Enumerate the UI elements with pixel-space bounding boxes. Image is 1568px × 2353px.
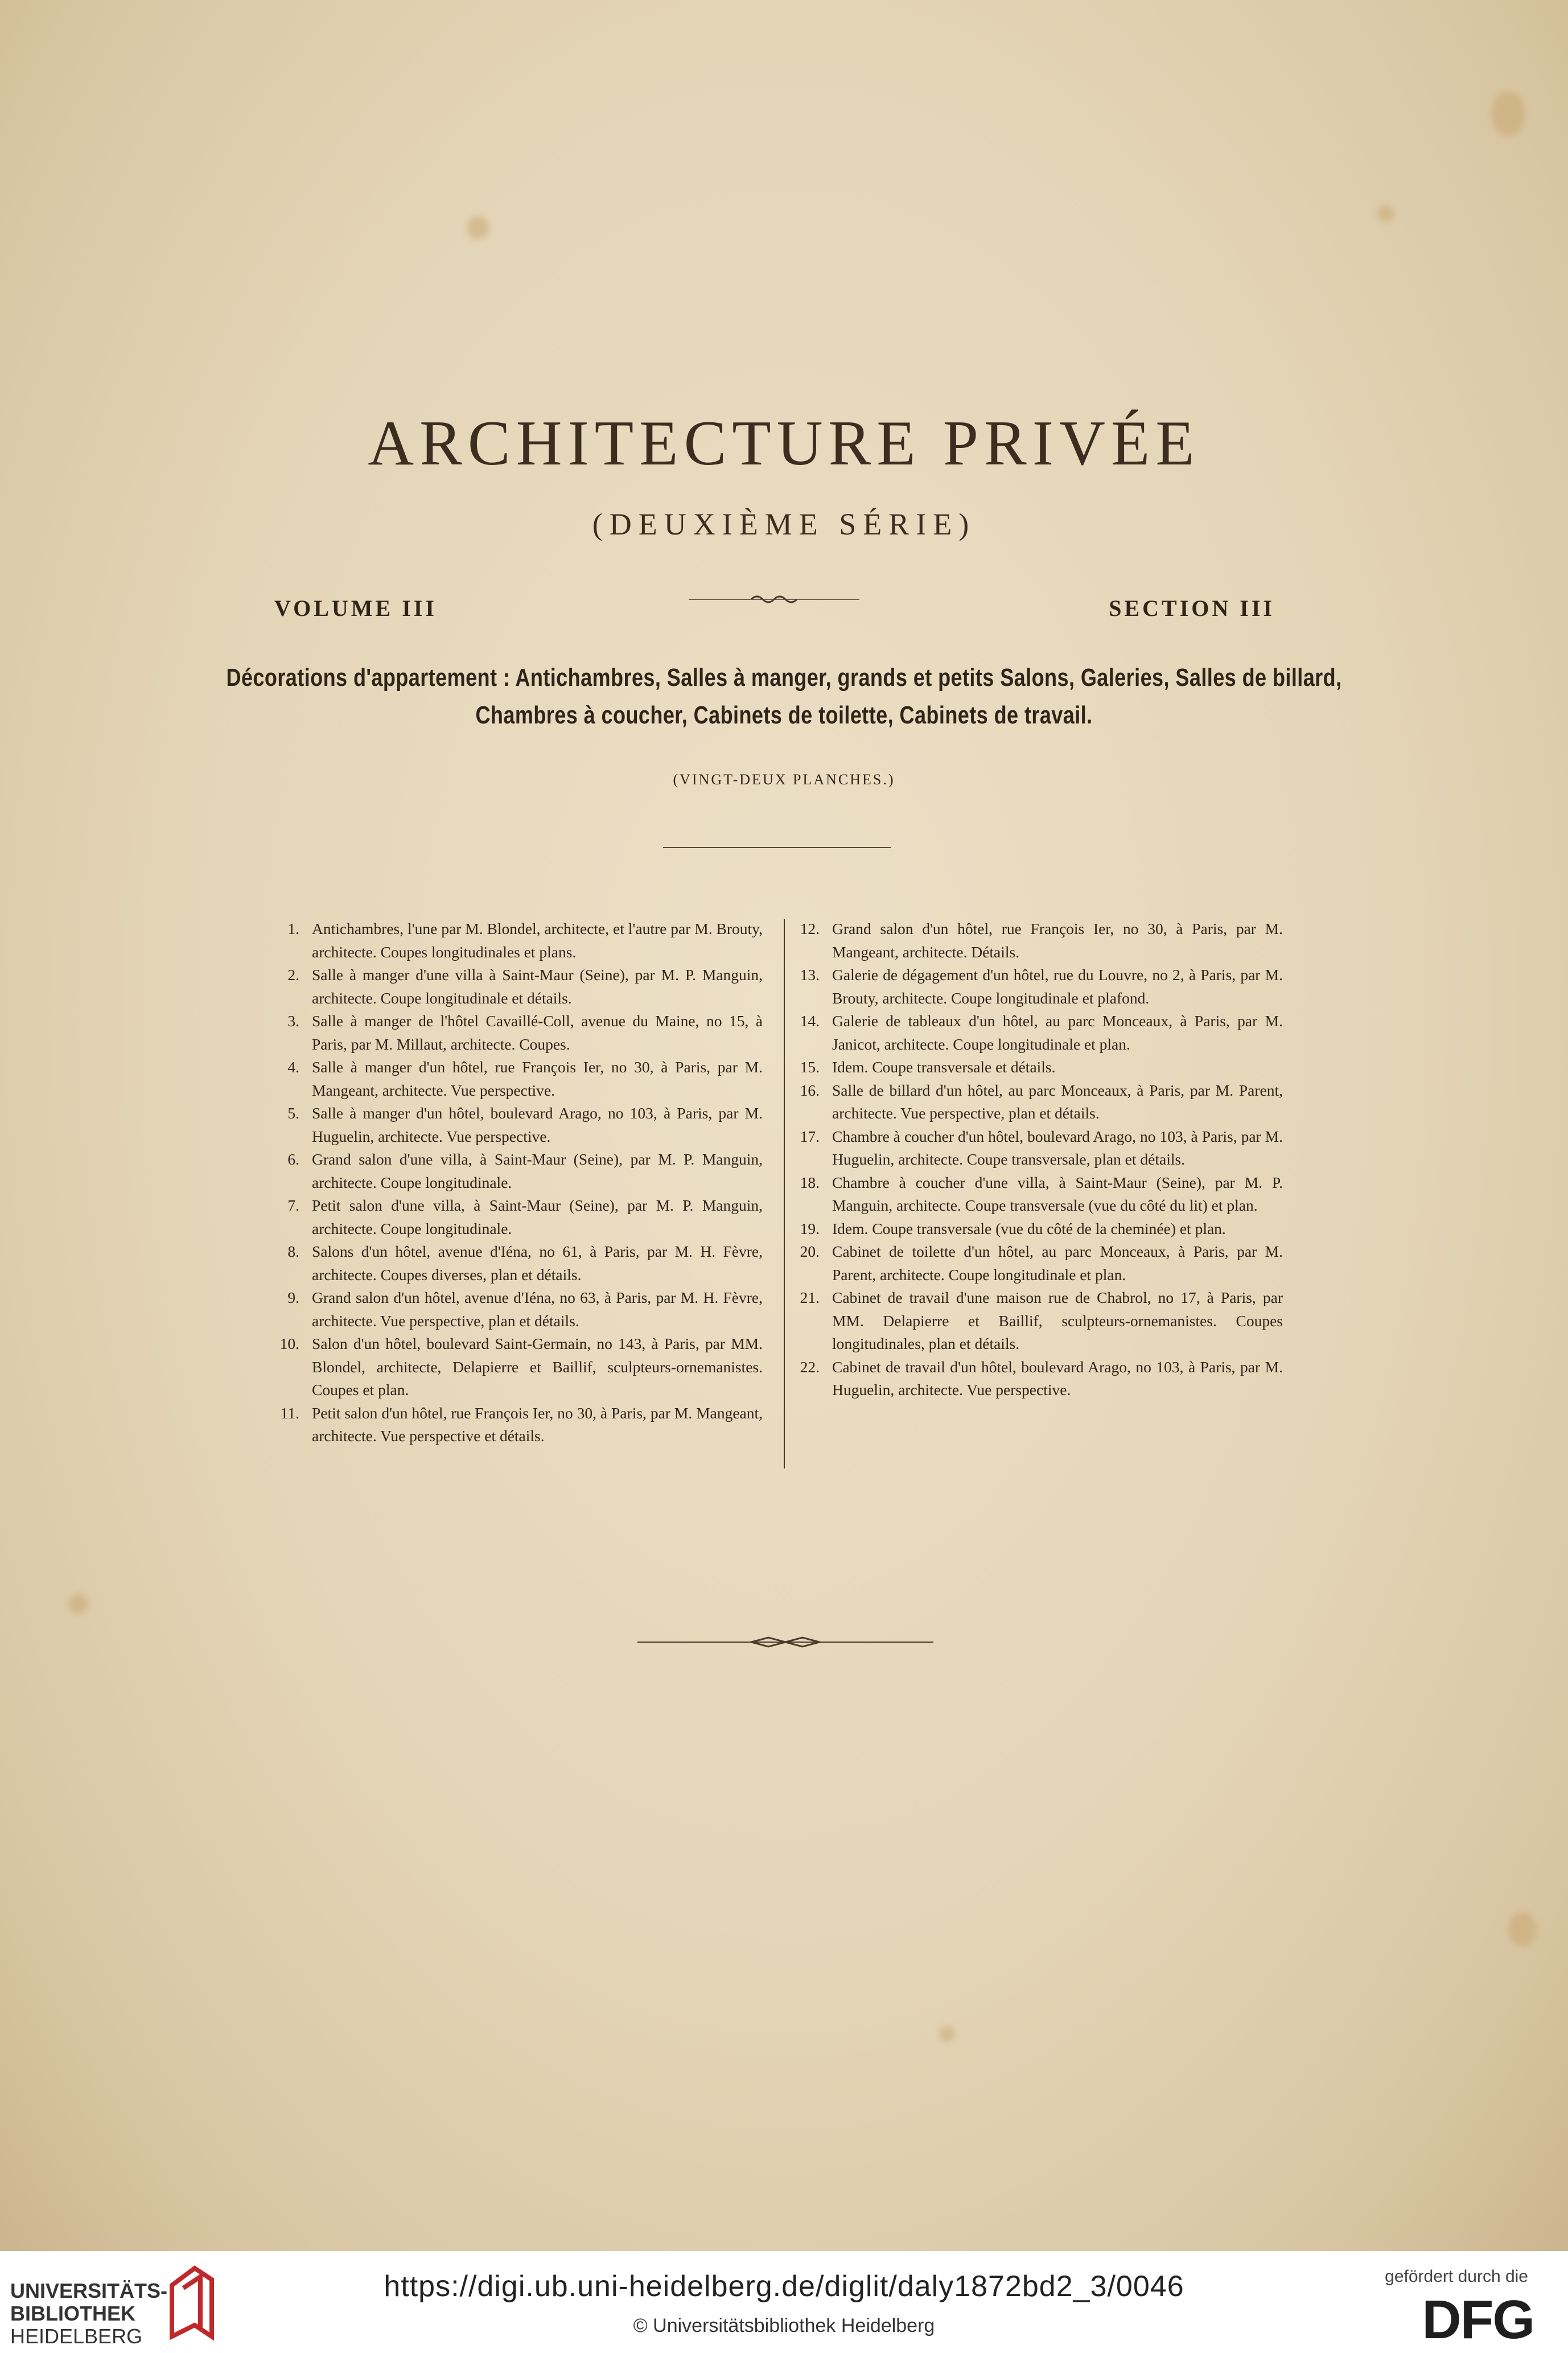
plate-description: Salle à manger d'un hôtel, rue François Ier, no 30, à Paris, par M. Mangeant, architecte. Vue perspective. <box>312 1058 763 1099</box>
plate-entry <box>792 1217 1283 1241</box>
plate-number: 20. <box>800 1243 820 1260</box>
plate-entry <box>792 1286 1283 1356</box>
plate-entry <box>272 964 763 1010</box>
dfg-logo: DFG <box>1422 2289 1534 2350</box>
plate-description: Salle à manger d'une villa à Saint-Maur (Seine), par M. P. Manguin, architecte. Coupe longitudinale et détails. <box>312 966 763 1007</box>
description-line-2: Chambres à coucher, Cabinets de toilette, Cabinets de travail. <box>475 701 1093 729</box>
library-line-1: UNIVERSITÄTS- <box>10 2279 168 2302</box>
plate-description: Cabinet de toilette d'un hôtel, au parc Monceaux, à Paris, par M. Parent, architecte. Coupe longitudinale et plan. <box>832 1243 1283 1284</box>
plate-entry <box>792 1171 1283 1217</box>
plate-number: 1. <box>287 920 299 937</box>
plate-entry <box>272 1056 763 1102</box>
plate-description: Salle à manger d'un hôtel, boulevard Arago, no 103, à Paris, par M. Huguelin, architecte. Vue perspective. <box>312 1104 763 1145</box>
plate-number: 8. <box>287 1243 299 1260</box>
plate-entry <box>792 1010 1283 1056</box>
plate-number: 19. <box>800 1219 820 1237</box>
plate-description: Petit salon d'une villa, à Saint-Maur (Seine), par M. P. Manguin, architecte. Coupe longitudinale. <box>312 1196 763 1237</box>
plate-entry <box>272 1240 763 1286</box>
plate-number: 14. <box>800 1012 820 1030</box>
plate-description: Grand salon d'un hôtel, avenue d'Iéna, no 63, à Paris, par M. H. Fèvre, architecte. Vue perspective, plan et détails. <box>312 1289 763 1330</box>
ornament-divider-bottom <box>637 1634 933 1651</box>
document-url[interactable]: https://digi.ub.uni-heidelberg.de/diglit/daly1872bd2_3/0046 <box>384 2270 1184 2303</box>
copyright-notice: © Universitätsbibliothek Heidelberg <box>633 2315 935 2336</box>
plate-number: 18. <box>800 1173 820 1191</box>
plate-description: Idem. Coupe transversale et détails. <box>832 1058 1056 1076</box>
plate-entry <box>792 964 1283 1010</box>
plates-list-right <box>792 918 1283 1402</box>
plate-entry <box>272 1148 763 1194</box>
plate-description: Petit salon d'un hôtel, rue François Ier, no 30, à Paris, par M. Mangeant, architecte. Vue perspective et détails. <box>312 1404 763 1445</box>
plate-number: 15. <box>800 1058 820 1076</box>
plate-number: 17. <box>800 1127 820 1145</box>
plate-number: 12. <box>800 920 820 937</box>
plates-list-left <box>272 918 763 1448</box>
plate-number: 5. <box>287 1104 299 1122</box>
description-line-1: Décorations d'appartement : Antichambres, Salles à manger, grands et petits Salons, Galeries, Salles de billard, <box>226 664 1342 692</box>
ornament-divider-top <box>689 591 859 608</box>
plate-entry <box>272 1286 763 1332</box>
plate-description: Grand salon d'une villa, à Saint-Maur (Seine), par M. P. Manguin, architecte. Coupe longitudinale. <box>312 1150 763 1191</box>
funding-label: gefördert durch die <box>1385 2267 1528 2286</box>
plate-entry <box>272 1402 763 1448</box>
plate-description: Idem. Coupe transversale (vue du côté de la cheminée) et plan. <box>832 1219 1226 1237</box>
plate-entry <box>272 918 763 964</box>
plate-entry <box>272 1194 763 1240</box>
plate-description: Chambre à coucher d'une villa, à Saint-Maur (Seine), par M. P. Manguin, architecte. Coupe transversale (vue du côté du lit) et plan. <box>832 1173 1283 1214</box>
plate-number: 9. <box>287 1289 299 1306</box>
plate-number: 6. <box>287 1150 299 1168</box>
plate-entry <box>792 1240 1283 1286</box>
plate-number: 2. <box>287 966 299 984</box>
plate-number: 21. <box>800 1289 820 1306</box>
plate-number: 11. <box>280 1404 299 1422</box>
page-subtitle: (DEUXIÈME SÉRIE) <box>592 507 976 541</box>
plate-number: 16. <box>800 1081 820 1099</box>
plate-entry <box>792 1079 1283 1125</box>
plate-description: Salle de billard d'un hôtel, au parc Monceaux, à Paris, par M. Parent, architecte. Vue perspective, plan et détails. <box>832 1081 1283 1122</box>
plate-number: 10. <box>279 1335 299 1352</box>
plate-entry <box>272 1102 763 1148</box>
library-line-2: BIBLIOTHEK <box>10 2302 135 2325</box>
section-label: SECTION III <box>1109 595 1275 621</box>
library-line-3: HEIDELBERG <box>10 2325 143 2348</box>
plate-number: 3. <box>287 1012 299 1030</box>
plate-entry <box>272 1010 763 1056</box>
plate-entry <box>792 1125 1283 1171</box>
page-title: ARCHITECTURE PRIVÉE <box>368 408 1200 479</box>
horizontal-rule <box>663 847 891 848</box>
plate-description: Salon d'un hôtel, boulevard Saint-Germain, no 143, à Paris, par MM. Blondel, architecte, Delapierre et Baillif, sculpteurs-ornemanistes. Coupes et plan. <box>312 1335 763 1398</box>
plate-entry <box>792 918 1283 964</box>
plate-description: Cabinet de travail d'une maison rue de Chabrol, no 17, à Paris, par MM. Delapierre et Baillif, sculpteurs-ornemanistes. Coupes longitudinales, plan et détails. <box>832 1289 1283 1352</box>
plate-description: Antichambres, l'une par M. Blondel, architecte, et l'autre par M. Brouty, architecte. Coupes longitudinales et plans. <box>312 920 763 961</box>
plate-description: Salons d'un hôtel, avenue d'Iéna, no 61, à Paris, par M. H. Fèvre, architecte. Coupes diverses, plan et détails. <box>312 1243 763 1284</box>
plate-number: 13. <box>800 966 820 984</box>
plate-entry <box>792 1056 1283 1079</box>
plate-number: 7. <box>287 1196 299 1214</box>
plate-description: Grand salon d'un hôtel, rue François Ier, no 30, à Paris, par M. Mangeant, architecte. Détails. <box>832 920 1283 961</box>
plate-number: 22. <box>800 1358 820 1376</box>
plate-description: Galerie de dégagement d'un hôtel, rue du Louvre, no 2, à Paris, par M. Brouty, architecte. Coupe longitudinale et plafond. <box>832 966 1283 1007</box>
section-description <box>141 659 1427 734</box>
plate-description: Galerie de tableaux d'un hôtel, au parc Monceaux, à Paris, par M. Janicot, architecte. Coupe longitudinale et plan. <box>832 1012 1283 1053</box>
plate-description: Chambre à coucher d'un hôtel, boulevard Arago, no 103, à Paris, par M. Huguelin, architecte. Coupe transversale, plan et détails. <box>832 1127 1283 1168</box>
plate-count: (VINGT-DEUX PLANCHES.) <box>673 771 895 788</box>
plate-entry <box>792 1356 1283 1402</box>
footer-bar <box>0 2251 1568 2353</box>
plate-number: 4. <box>287 1058 299 1076</box>
volume-label: VOLUME III <box>274 595 437 621</box>
plate-description: Salle à manger de l'hôtel Cavaillé-Coll, avenue du Maine, no 15, à Paris, par M. Millaut, architecte. Coupes. <box>312 1012 763 1053</box>
plate-entry <box>272 1332 763 1402</box>
plate-description: Cabinet de travail d'un hôtel, boulevard Arago, no 103, à Paris, par M. Huguelin, architecte. Vue perspective. <box>832 1358 1283 1398</box>
column-divider <box>784 919 785 1468</box>
